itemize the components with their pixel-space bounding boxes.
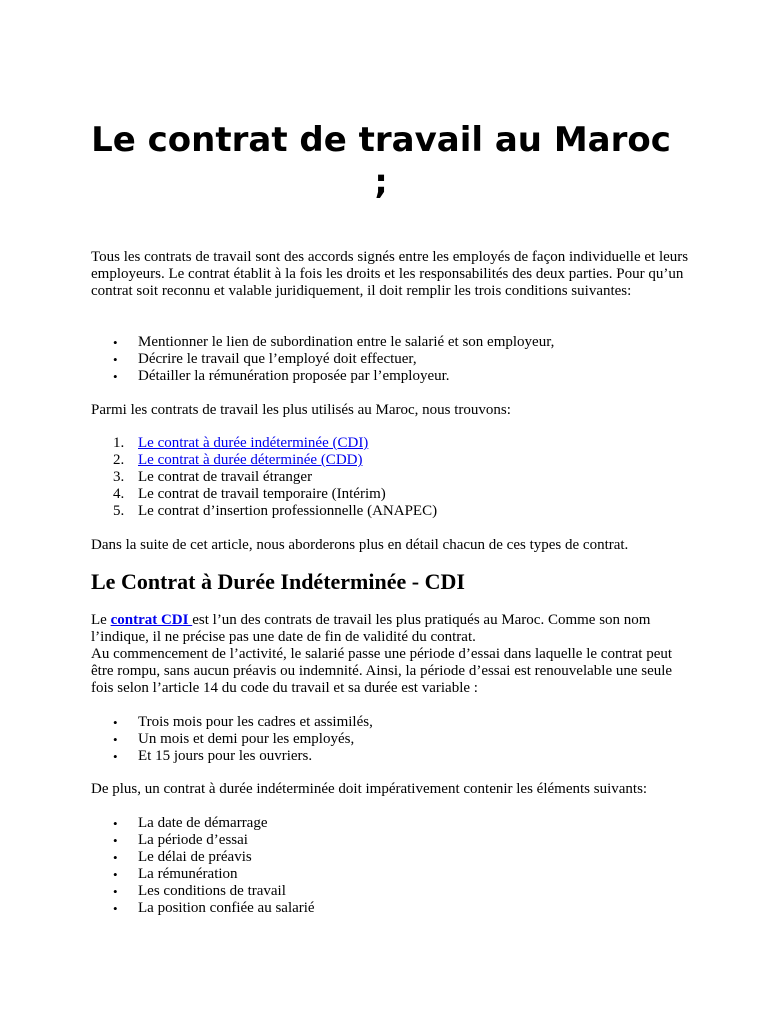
list-item: • La période d’essai — [91, 832, 691, 849]
list-item — [91, 486, 691, 503]
contracts-list — [91, 435, 691, 520]
list-item: • Mentionner le lien de subordination entre le salarié et son employeur, — [91, 334, 691, 351]
list-item: • Les conditions de travail — [91, 883, 691, 900]
elements-list — [91, 815, 691, 917]
list-number: 4. — [113, 486, 125, 502]
list-number: 2. — [113, 452, 125, 468]
cdd-link[interactable]: Le contrat à durée déterminée (CDD) — [138, 452, 363, 468]
list-item: • La date de démarrage — [91, 815, 691, 832]
list-item: • La position confiée au salarié — [91, 900, 691, 917]
cdi-heading: Le Contrat à Durée Indéterminée - CDI — [91, 569, 465, 594]
elements-intro-paragraph: De plus, un contrat à durée indéterminée doit impérativement contenir les éléments suivants: — [91, 781, 648, 797]
list-item: • Trois mois pour les cadres et assimilés, — [91, 714, 691, 731]
contrat-cdi-link[interactable]: contrat CDI — [110, 612, 193, 628]
list-item: • Le délai de préavis — [91, 849, 691, 866]
list-item: • Un mois et demi pour les employés, — [91, 731, 691, 748]
list-number: 3. — [113, 469, 125, 485]
cdi-link[interactable]: Le contrat à durée indéterminée (CDI) — [138, 435, 369, 451]
list-item-label: Le contrat de travail temporaire (Intérim) — [138, 486, 386, 502]
list-number: 1. — [113, 435, 125, 451]
list-item-label: Le contrat d’insertion professionnelle (ANAPEC) — [138, 503, 438, 519]
list-number: 5. — [113, 503, 125, 519]
list-item: • Et 15 jours pour les ouvriers. — [91, 748, 691, 765]
cdi-paragraph — [91, 612, 691, 697]
intro-paragraph: Tous les contrats de travail sont des accords signés entre les employés de façon individuelle et leurs employeurs. Le contrat établit à la fois les droits et les responsabilités des deux parties. Pour qu’un contrat soit reconnu et valable juridiquement, il doit remplir les trois conditions suivantes: — [91, 249, 689, 299]
list-item — [91, 469, 691, 486]
contracts-outro-paragraph: Dans la suite de cet article, nous aborderons plus en détail chacun de ces types de contrat. — [91, 537, 629, 553]
list-item — [91, 452, 691, 469]
list-item: • Détailler la rémunération proposée par l’employeur. — [91, 368, 691, 385]
contracts-intro-paragraph: Parmi les contrats de travail les plus utilisés au Maroc, nous trouvons: — [91, 402, 511, 418]
cdi-paragraph-trial: Au commencement de l’activité, le salarié passe une période d’essai dans laquelle le contrat peut être rompu, sans aucun préavis ou indemnité. Ainsi, la période d’essai est renouvelable une seule fois selon l’article 14 du code du travail et sa durée est variable : — [91, 646, 673, 696]
list-item — [91, 435, 691, 452]
cdi-paragraph-text: est l’un des contrats de travail les plus pratiqués au Maroc. Comme son nom l’indique, il ne précise pas une date de fin de validité du contrat. — [91, 612, 651, 645]
trial-periods-list — [91, 714, 691, 765]
document-title: Le contrat de travail au Maroc ; — [91, 120, 671, 202]
list-item: • La rémunération — [91, 866, 691, 883]
conditions-list — [91, 334, 691, 385]
list-item-label: Le contrat de travail étranger — [138, 469, 313, 485]
list-item: • Décrire le travail que l’employé doit effectuer, — [91, 351, 691, 368]
list-item — [91, 503, 691, 520]
cdi-paragraph-prefix: Le — [91, 612, 111, 628]
